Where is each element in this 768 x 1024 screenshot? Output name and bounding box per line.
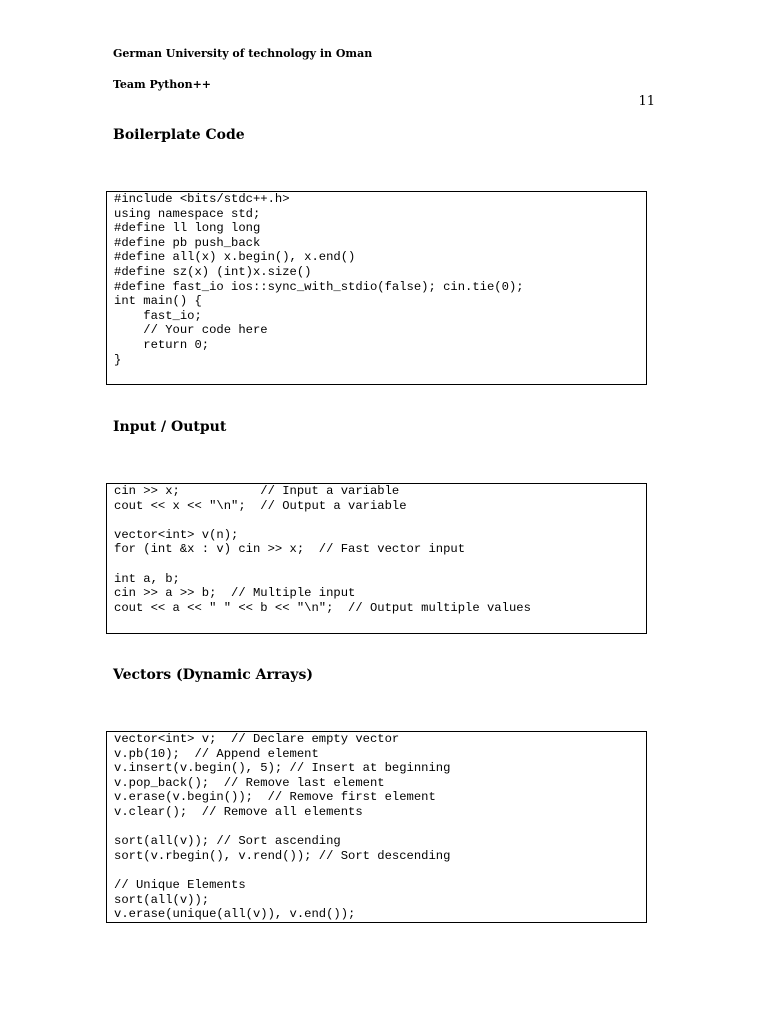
code-line: v.pb(10); // Append element (114, 746, 319, 761)
code-line: vector<int> v; // Declare empty vector (114, 732, 400, 746)
code-line: v.pop_back(); // Remove last element (114, 775, 385, 790)
code-block-boilerplate (106, 191, 647, 385)
code-line: v.insert(v.begin(), 5); // Insert at beginning (114, 761, 451, 776)
code-line: v.clear(); // Remove all elements (114, 804, 363, 819)
code-line: fast_io; (114, 308, 202, 323)
code-line: sort(v.rbegin(), v.rend()); // Sort descending (114, 848, 451, 863)
code-line: return 0; (114, 337, 210, 352)
section-heading-vectors: Vectors (Dynamic Arrays) (113, 667, 313, 683)
code-line: cin >> a >> b; // Multiple input (114, 586, 356, 601)
code-line: #define fast_io ios::sync_with_stdio(false); cin.tie(0); (114, 279, 524, 294)
institution-header: German University of technology in Oman (113, 47, 373, 60)
page-number: 11 (638, 94, 655, 109)
code-line: #define sz(x) (int)x.size() (114, 264, 312, 279)
code-line: v.erase(unique(all(v)), v.end()); (114, 907, 356, 922)
code-line: #include <bits/stdc++.h> (114, 192, 290, 206)
section-heading-boilerplate: Boilerplate Code (113, 127, 245, 143)
code-line: // Your code here (114, 323, 268, 338)
code-line: #define ll long long (114, 221, 261, 236)
code-line (114, 513, 646, 528)
code-line: cout << a << " " << b << "\n"; // Output multiple values (114, 600, 531, 615)
code-line (114, 863, 646, 878)
code-line: #define all(x) x.begin(), x.end() (114, 250, 356, 265)
code-line: } (114, 352, 122, 367)
code-line: v.erase(v.begin()); // Remove first element (114, 790, 436, 805)
code-line: // Unique Elements (114, 877, 246, 892)
section-heading-input-output: Input / Output (113, 419, 227, 435)
code-line: cout << x << "\n"; // Output a variable (114, 498, 407, 513)
code-line: int main() { (114, 294, 202, 309)
code-line: #define pb push_back (114, 235, 261, 250)
code-block-input-output (106, 483, 647, 634)
code-line: int a, b; (114, 571, 180, 586)
code-block-vectors (106, 731, 647, 923)
code-line (114, 820, 646, 835)
code-line: using namespace std; (114, 206, 261, 221)
code-line: for (int &x : v) cin >> x; // Fast vector input (114, 542, 466, 557)
code-line: cin >> x; // Input a variable (114, 484, 400, 498)
code-line: sort(all(v)); (114, 892, 210, 907)
code-line: sort(all(v)); // Sort ascending (114, 834, 341, 849)
team-header: Team Python++ (113, 78, 212, 91)
code-line (114, 557, 646, 572)
code-line: vector<int> v(n); (114, 527, 239, 542)
